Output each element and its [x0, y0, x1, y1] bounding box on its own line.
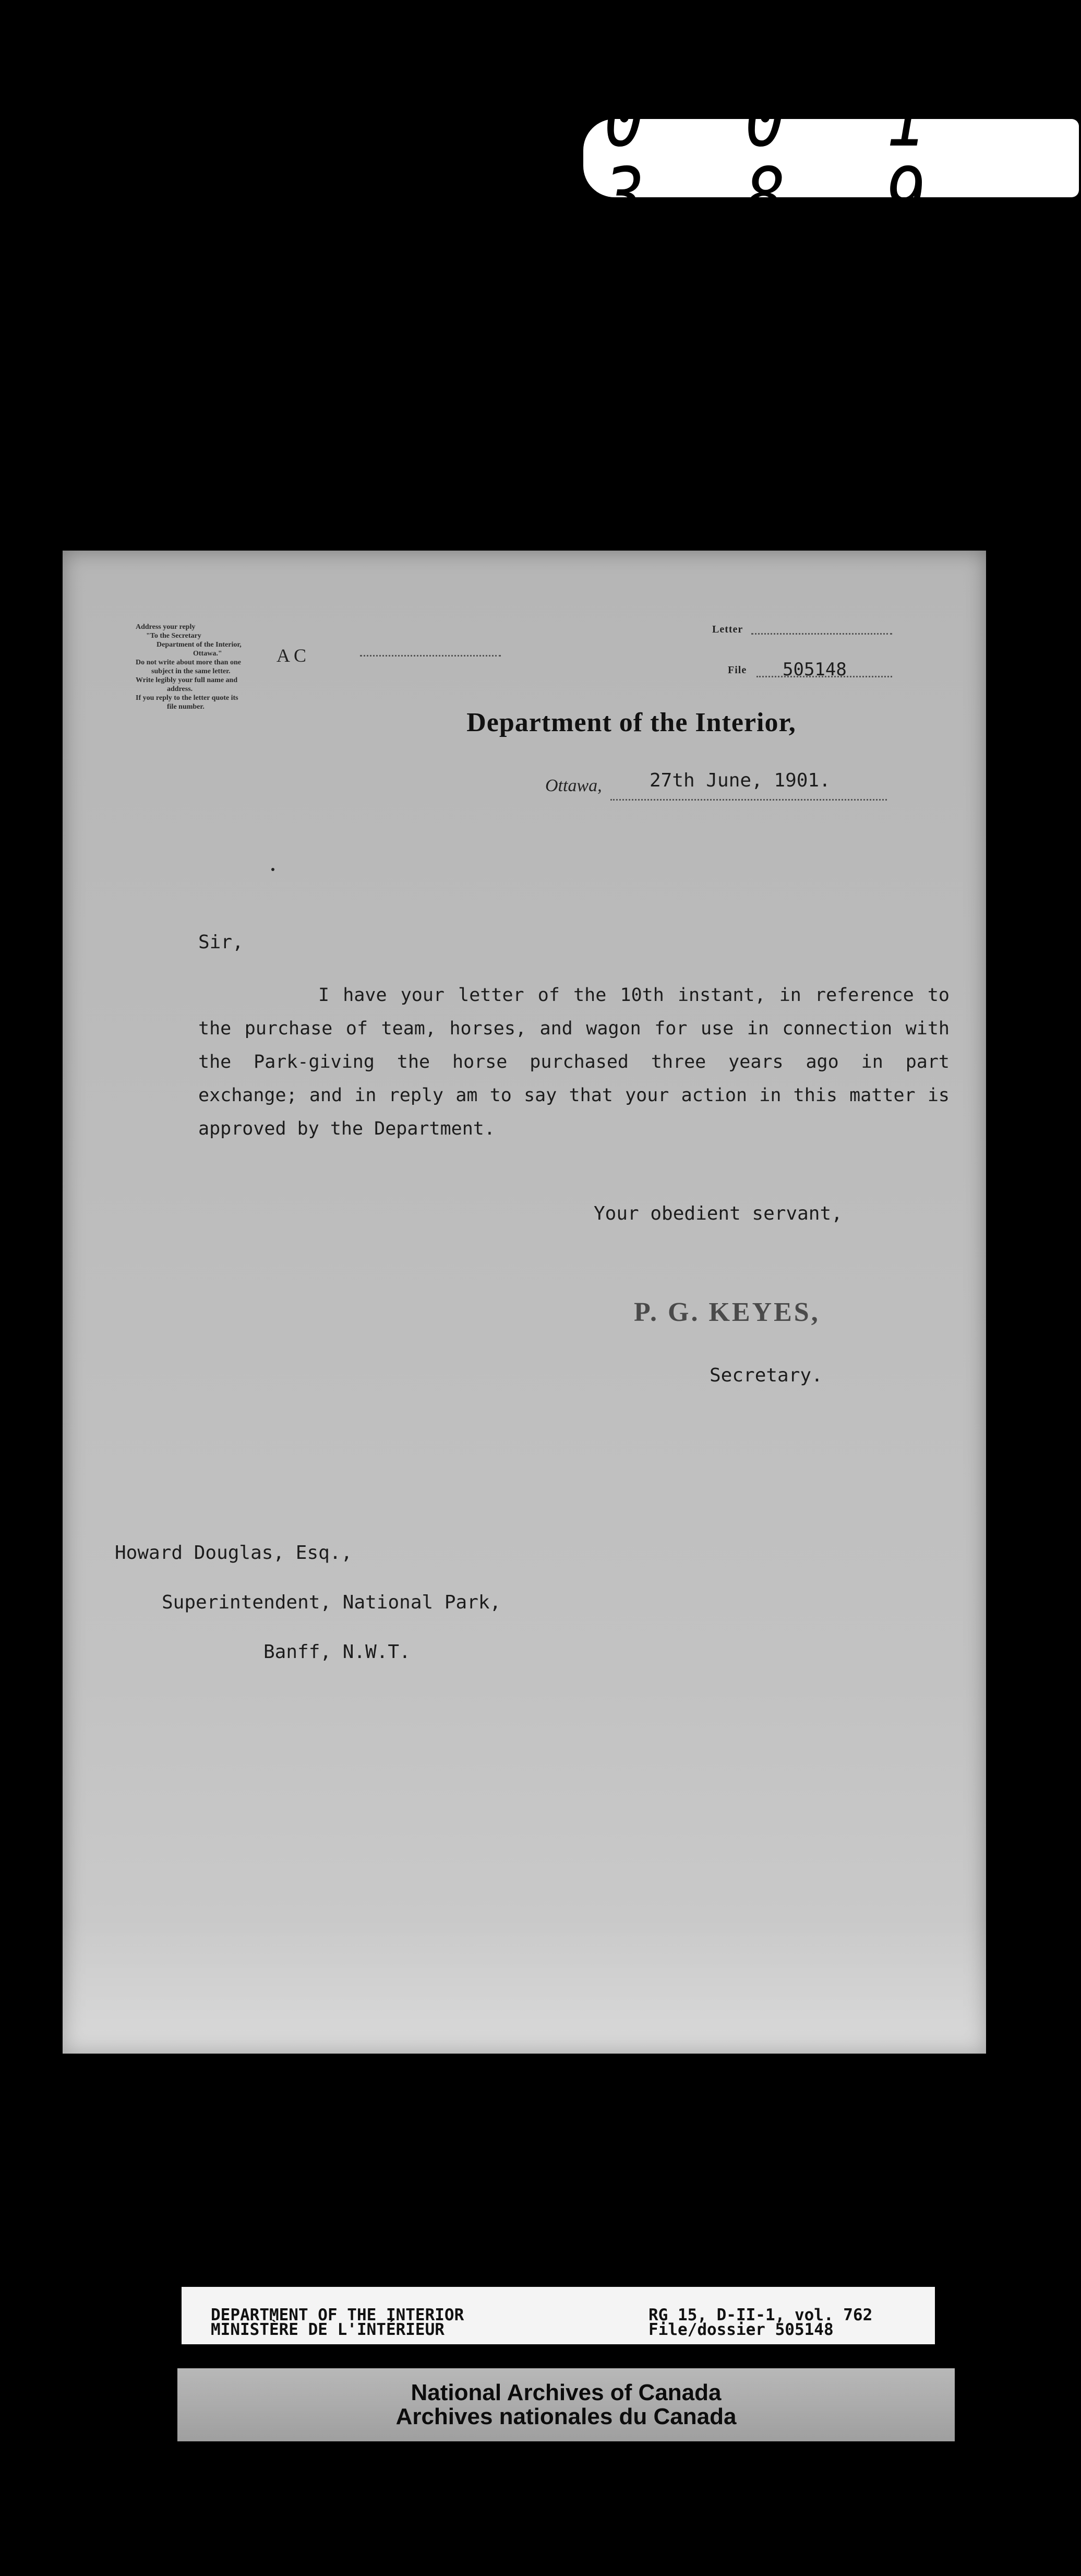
instruction-line: Address your reply: [136, 623, 196, 631]
ac-mark: A C: [277, 645, 307, 666]
instruction-line: Do not write about more than one: [136, 659, 241, 666]
file-number-line: [756, 676, 892, 677]
record-group-ref: RG 15, D-II-1, vol. 762: [648, 2306, 873, 2324]
letter-number-line: [751, 633, 892, 635]
instruction-line: Department of the Interior,: [157, 641, 242, 649]
dept-name-en: DEPARTMENT OF THE INTERIOR: [211, 2306, 464, 2324]
addressee-name: Howard Douglas, Esq.,: [115, 1542, 353, 1564]
instruction-line: If you reply to the letter quote its: [136, 694, 238, 702]
file-number: 505148: [783, 659, 847, 680]
national-archives-label: [177, 2368, 955, 2441]
instruction-line: Ottawa.": [193, 650, 222, 658]
instruction-line: file number.: [167, 703, 205, 711]
letter-body: [198, 979, 950, 1146]
speck: [271, 868, 274, 871]
archive-reference-label: [182, 2287, 935, 2344]
archives-name-en: National Archives of Canada: [411, 2380, 722, 2405]
place: Ottawa,: [545, 776, 602, 795]
closing: Your obedient servant,: [594, 1203, 843, 1224]
blank-line: [360, 655, 501, 657]
signatory-title: Secretary.: [710, 1365, 823, 1386]
file-label: File: [728, 664, 747, 676]
department-heading: Department of the Interior,: [466, 708, 796, 737]
instruction-line: address.: [167, 685, 193, 693]
letter-date: 27th June, 1901.: [650, 770, 831, 791]
instruction-line: Write legibly your full name and: [136, 676, 238, 684]
addressee-location: Banff, N.W.T.: [263, 1641, 411, 1663]
instruction-line: "To the Secretary: [146, 632, 201, 640]
letter-document: [63, 551, 986, 2054]
archives-name-fr: Archives nationales du Canada: [395, 2404, 737, 2429]
frame-number-label: [583, 75, 1079, 241]
letter-label: Letter: [712, 624, 743, 635]
addressee-position: Superintendent, National Park,: [162, 1592, 501, 1613]
reply-instructions: [136, 623, 261, 711]
signature-stamp: P. G. KEYES,: [634, 1297, 820, 1327]
instruction-line: subject in the same letter.: [151, 667, 231, 675]
file-dossier-ref: File/dossier 505148: [648, 2320, 834, 2339]
date-line: [610, 799, 887, 801]
dept-name-fr: MINISTÈRE DE L'INTÉRIEUR: [211, 2320, 445, 2339]
frame-number: 0 0 1 3 8 9: [604, 75, 957, 241]
letter-body-text: I have your letter of the 10th instant, in reference to the purchase of team, horses, and wagon for use in connection with the Park-giving the horse purchased three years ago in part exchange; and in reply am to say that your action in this matter is approved by the Department.: [198, 985, 950, 1139]
salutation: Sir,: [198, 932, 244, 953]
